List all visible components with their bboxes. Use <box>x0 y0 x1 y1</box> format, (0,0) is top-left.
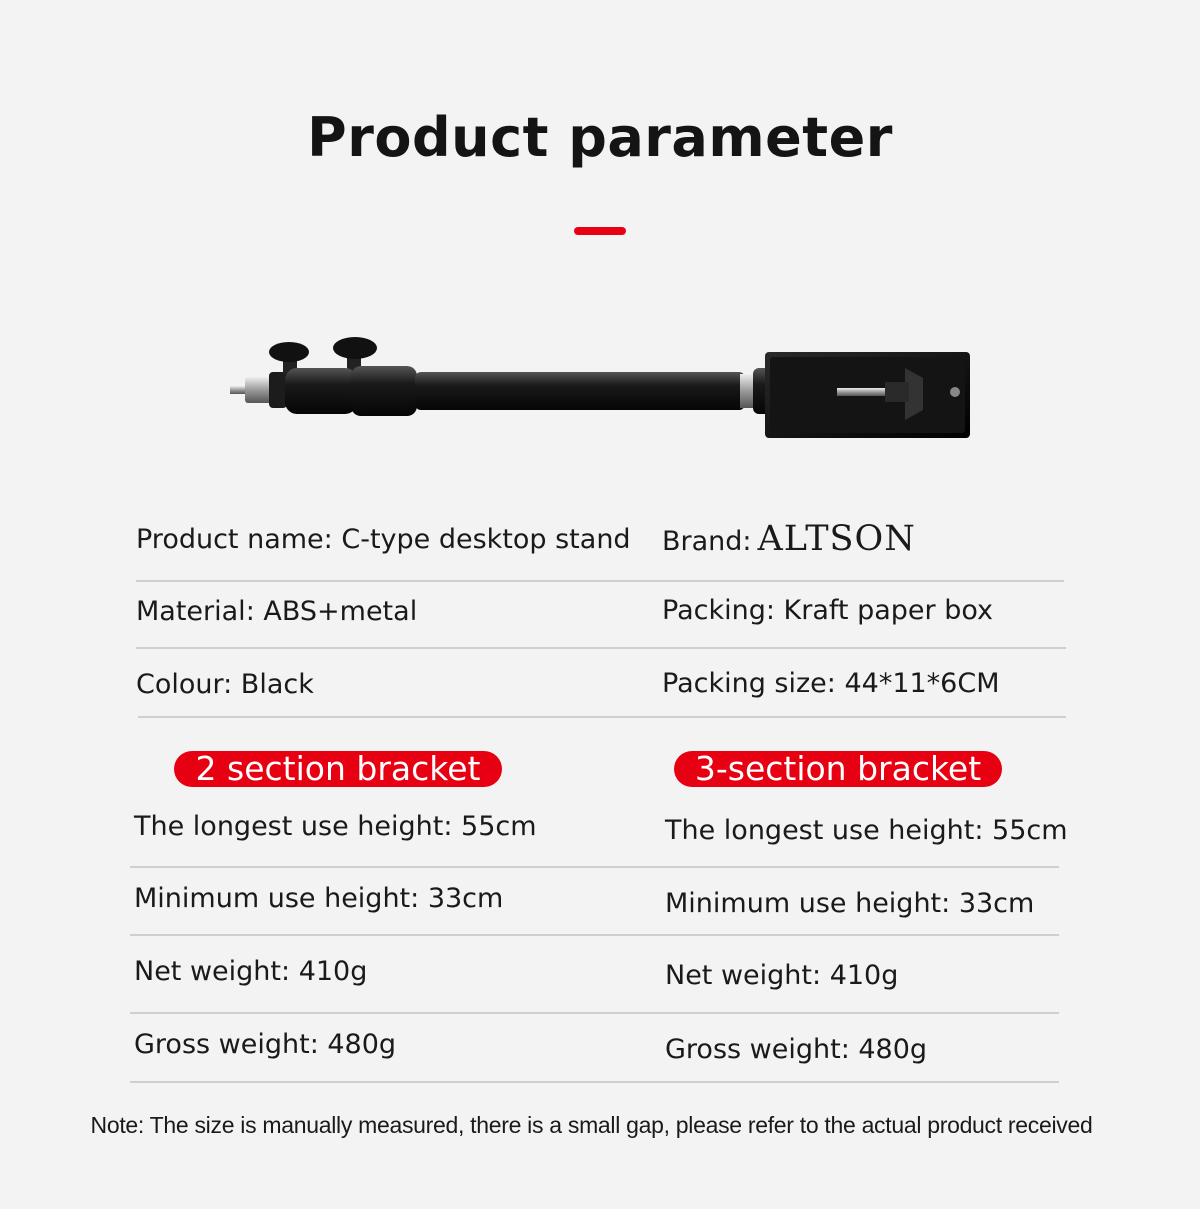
bracket-3-gross-weight: Gross weight: 480g <box>665 1034 928 1065</box>
spec-packing-size: Packing size: 44*11*6CM <box>662 668 1000 699</box>
bracket-2-gross-weight: Gross weight: 480g <box>134 1029 397 1060</box>
bracket-3-minimum-height: Minimum use height: 33cm <box>665 888 1035 919</box>
spec-brand-label: Brand: <box>662 526 752 557</box>
bracket-2-badge: 2 section bracket <box>174 751 502 787</box>
divider <box>130 934 596 936</box>
spec-product-name: Product name: C-type desktop stand <box>136 524 631 555</box>
divider <box>130 1012 596 1014</box>
divider <box>596 1012 1059 1014</box>
desktop-stand-image <box>225 330 975 445</box>
bracket-3-badge: 3-section bracket <box>674 751 1002 787</box>
spec-material: Material: ABS+metal <box>136 596 418 627</box>
spec-brand <box>662 519 916 559</box>
spec-colour: Colour: Black <box>136 669 314 700</box>
divider <box>136 647 1066 649</box>
bracket-3-net-weight: Net weight: 410g <box>665 960 899 991</box>
bracket-2-longest-height: The longest use height: 55cm <box>134 811 537 842</box>
page-title: Product parameter <box>307 106 893 169</box>
bracket-2-minimum-height: Minimum use height: 33cm <box>134 883 504 914</box>
brand-logo: ALTSON <box>757 519 916 559</box>
divider <box>130 1081 596 1083</box>
spec-packing: Packing: Kraft paper box <box>662 595 994 626</box>
divider <box>596 934 1059 936</box>
divider <box>130 866 596 868</box>
divider <box>596 1081 1059 1083</box>
footer-note: Note: The size is manually measured, there is a small gap, please refer to the actual product received <box>90 1112 1093 1138</box>
bracket-3-longest-height: The longest use height: 55cm <box>665 815 1068 846</box>
bracket-2-net-weight: Net weight: 410g <box>134 956 368 987</box>
divider <box>136 580 1064 582</box>
divider <box>138 716 1066 718</box>
divider <box>596 866 1059 868</box>
title-accent-bar <box>574 227 626 235</box>
